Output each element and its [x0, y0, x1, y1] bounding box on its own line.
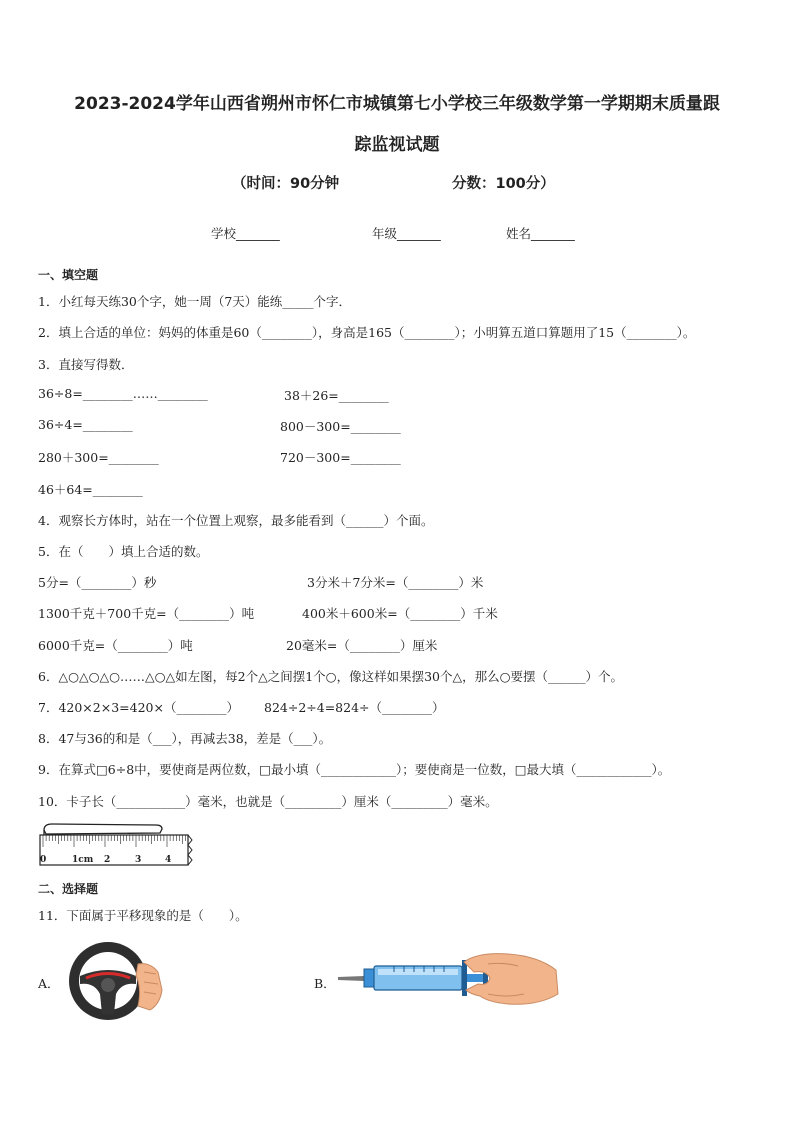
- q3-item: 36÷4=________: [38, 417, 133, 432]
- question-11: 11．下面属于平移现象的是（ ）。: [38, 908, 248, 923]
- question-7a: 7．420×2×3=420×（________）: [38, 700, 239, 715]
- question-8: 8．47与36的和是（___），再减去38，差是（___）。: [38, 731, 332, 746]
- school-field[interactable]: 学校_______: [211, 226, 280, 241]
- exam-score: 分数：100分）: [452, 176, 555, 192]
- section-heading-fill-blank: 一、填空题: [38, 268, 99, 282]
- grade-field[interactable]: 年级_______: [372, 226, 441, 241]
- q3-item: 280＋300=________: [38, 450, 159, 465]
- syringe-image[interactable]: [338, 950, 560, 1020]
- q5-item: 5分=（________）秒: [38, 575, 157, 590]
- question-6: 6．△○△○△○……△○△如左图，每2个△之间摆1个○，像这样如果摆30个△，那么○要摆（______）个。: [38, 669, 623, 684]
- question-7b: 824÷2÷4=824÷（________）: [264, 700, 445, 715]
- question-1: 1．小红每天练30个字，她一周（7天）能练_____个字．: [38, 294, 352, 309]
- ruler-label: 1cm: [72, 855, 94, 865]
- exam-time: （时间：90分钟: [232, 176, 340, 192]
- question-5: 5．在（ ）填上合适的数。: [38, 544, 209, 559]
- ruler-label: 2: [104, 855, 111, 865]
- question-2: 2．填上合适的单位：妈妈的体重是60（________），身高是165（________）；小明算五道口算题用了15（________）。: [38, 325, 696, 340]
- exam-title-line2: 踪监视试题: [354, 135, 440, 155]
- q3-item: 720－300=________: [280, 450, 401, 465]
- question-4: 4．观察长方体时，站在一个位置上观察，最多能看到（______）个面。: [38, 513, 434, 528]
- q5-item: 1300千克＋700千克=（________）吨: [38, 606, 255, 621]
- name-field[interactable]: 姓名_______: [506, 226, 575, 241]
- option-b-label[interactable]: B．: [314, 976, 336, 991]
- q3-item: 800－300=________: [280, 419, 401, 434]
- question-10: 10．卡子长（___________）毫米，也就是（_________）厘米（_________）毫米。: [38, 794, 498, 809]
- q5-item: 6000千克=（________）吨: [38, 638, 193, 653]
- q5-item: 400米＋600米=（________）千米: [302, 606, 498, 621]
- option-a-label[interactable]: A．: [38, 976, 60, 991]
- ruler-with-clip: [38, 822, 194, 868]
- ruler-icon: [38, 822, 194, 868]
- question-9: 9．在算式□6÷8中，要使商是两位数，□最小填（____________）；要使商是一位数，□最大填（____________）。: [38, 762, 671, 777]
- q3-item: 46＋64=________: [38, 482, 143, 497]
- q5-item: 20毫米=（________）厘米: [286, 638, 438, 653]
- ruler-label: 3: [135, 855, 142, 865]
- exam-title-line1: 2023-2024学年山西省朔州市怀仁市城镇第七小学校三年级数学第一学期期末质量跟: [74, 94, 720, 114]
- q3-item: 36÷8=________……________: [38, 386, 208, 401]
- ruler-label: 4: [165, 855, 172, 865]
- section-heading-choice: 二、选择题: [38, 882, 99, 896]
- steering-wheel-image[interactable]: [64, 938, 168, 1028]
- q5-item: 3分米＋7分米=（________）米: [307, 575, 484, 590]
- ruler-label: 0: [40, 855, 47, 865]
- q3-item: 38＋26=________: [284, 388, 389, 403]
- steering-wheel-icon: [64, 938, 168, 1024]
- question-3: 3．直接写得数．: [38, 357, 134, 372]
- syringe-icon: [338, 950, 560, 1016]
